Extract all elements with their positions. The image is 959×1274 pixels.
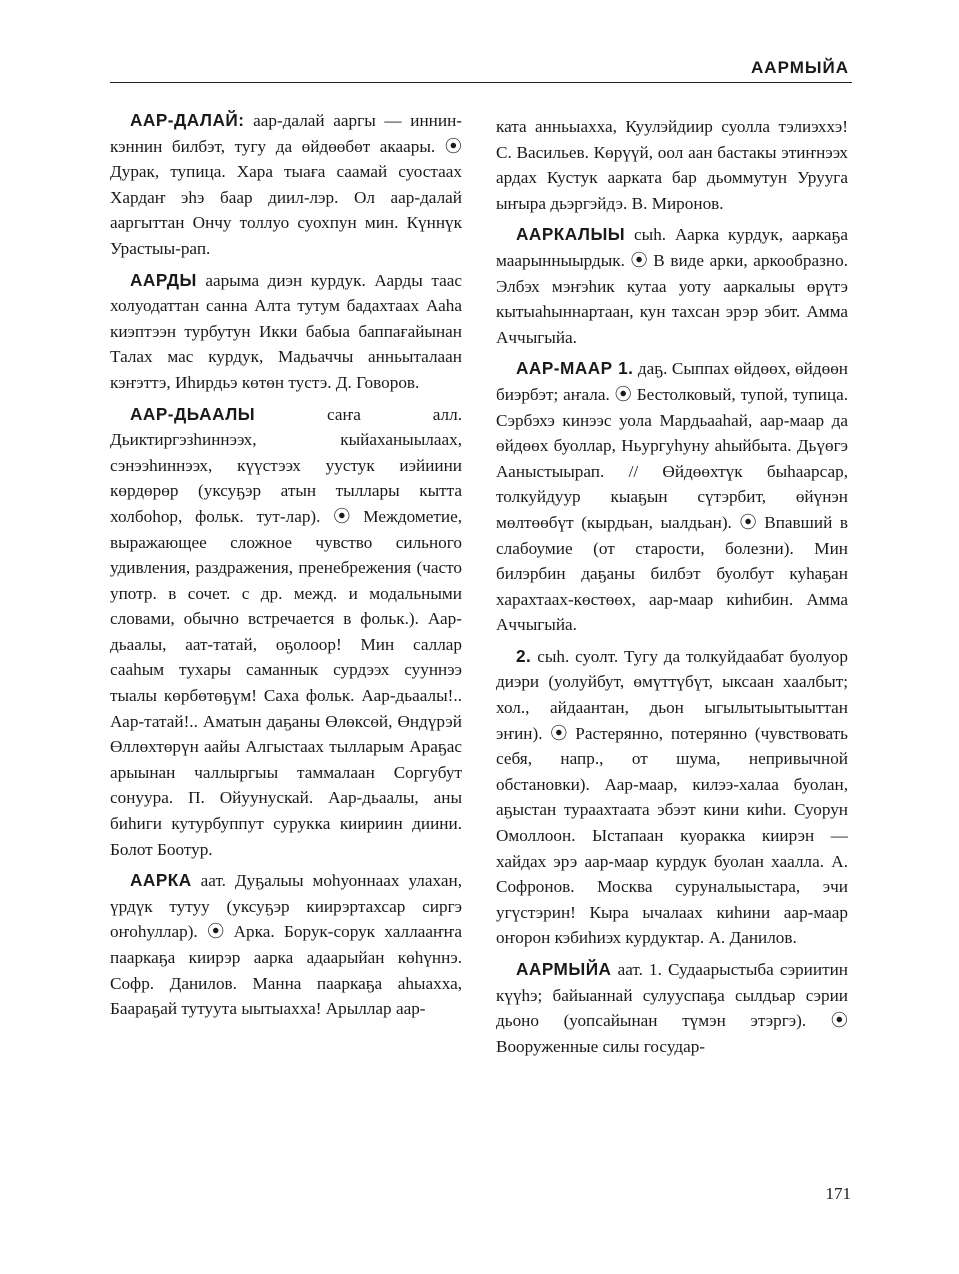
entry-aar-dalai [110,108,462,262]
entry-body: даҕ. Сыппах өйдөөх, өйдөөн биэрбэт; аҥала. ⦿ Бестолковый, тупой, тупица. Сэрбэхэ кинээс уола Мардьааһай, аар-маар да өйдөөх буоллар, Ньургуһуну аһыйбыта. Дьүөгэ Ааныстыырап. // Өйдөөхтүк быһаарсар, толкуйдуур кыаҕын сүтэрбит, өйүнэн мөлтөөбүт (кырдьан, ыалдьан). ⦿ Впавший в слабоумие (от старости, болезни). Мин билэрбин даҕаны билбэт буолбут куһаҕан харахтаах-көстөөх, аар-маар киһибин. Амма Аччыгыйа. [496,359,848,635]
entry-body: аар-далай ааргы — иннин-кэннин билбэт, тугу да өйдөөбөт акаары. ⦿ Дурак, тупица. Хара тыаға саамай суостаах Хардаҥ эһэ баар диил-лэр. Ол аар-далай ааргыттан Ончу толлуо суохпун мин. Күннүк Урастыы-рап. [110,111,462,258]
entry-aar-maar-2 [496,644,848,951]
entry-aar-maar-1 [496,356,848,638]
headword: ААРМЫЙА [516,959,612,979]
entry-aarka-continued [496,114,848,216]
entry-body: аат. 1. Судаарыстыба сэриитин күүһэ; байыаннай сулууспаҕа сылдьар сэрии дьоно (уопсайынан түмэн этэргэ). ⦿ Вооруженные силы государ- [496,960,848,1056]
entry-body: аат. Дуҕалыы моһуоннаах улахан, үрдүк тутуу (уксуҕэр киирэртахсар сиргэ оҥоһуллар). ⦿ Арка. Борук-сорук халлааҥҥа пааркаҕа киирэр аарка адаарыйан көһүннэ. Софр. Данилов. Манна пааркаҕа аһыахха, Баараҕай тутуута ыытыахха! Арыллар аар- [110,871,462,1019]
running-head: ААРМЫЙА [751,58,849,77]
headword: ААРКА [130,870,192,891]
headword: ААР-ДЬААЛЫ [130,403,256,424]
right-column [496,114,848,1065]
entry-body: сыһ. суолт. Тугу да толкуйдаабат буолуор диэри (уолуйбут, өмүттүбүт, ыксаан хаалбыт; хол., айдаантан, дьон ыгылытыытыыттан эҥин). ⦿ Растерянно, потерянно (чувствовать себя, напр., от шума, непривычной обстановки). Аар-маар, килээ-халаа буолан, аҕыстан тураахтаата эбээт кини киһи. Суорун Омоллоон. Ыстапаан куоракка киирэн — хайдах эрэ аар-маар курдук буолан хаалла. А. Софронов. Москва суруналыыстара, эчи угүстэрин! Кыра ычалаах киһини аар-маар оҥорон кэбиһиэх курдуктар. А. Данилов. [496,646,848,948]
page-number: 171 [825,1184,851,1203]
entry-body: сыһ. Аарка курдук, ааркаҕа маарынныырдык. ⦿ В виде арки, аркообразно. Элбэх мэҥэһик кутаа уоту ааркалыы өрүтэ кытыаһыннартаан, кун тахсан эрэр эбит. Амма Аччыгыйа. [496,225,848,347]
headword: ААР-МААР 1. [516,358,634,379]
entry-body: саҥа алл. Дьиктиргэзһиннээх, кыйаханыылаах, сэнээһиннээх, күүстээх уустук иэйиини көрдөрөр (уксуҕэр атын тыллары кытта холбоһор, фольк. тут-лар). ⦿ Междометие, выражающее сложное чувство сильного удивления, раздражения, пренебрежения (часто употр. в сочет. с др. межд. и модальными словами, обычно встречается в фольк.). Аар-дьаалы, аат-татай, оҕолоор! Мин саллар сааһым тухары саманнык сурдээх сууннээ тыалы көрбөтөҕүм! Саха фольк. Аар-дьаалы!.. Аар-татай!.. Аматын даҕаны Өлөксөй, Өндүрэй Өллөхтөрүн аайы Алгыстаах тылларым Араҕас арыынан чаллыргыы таммалаан Соргубут сонуура. П. Ойуунускай. Аар-дьаалы, аны биһиги кутурбуппут суруккa киириин диини. Болот Боотур. [110,404,462,859]
entry-aarkalyy [496,222,848,350]
entry-aardy [110,268,462,396]
entry-aar-dyaaly [110,402,462,863]
sense-number: 2. [516,645,532,666]
headword: ААРДЫ [130,269,197,290]
entry-body: ката анньыахха, Куулэйдиир суолла тэлиэххэ! С. Васильев. Көрүүй, оол аан бастакы этиҥнээх ардах Кустук аарката бар дьоммутун Урууга ыҥыра дьэргэйдэ. В. Миронов. [496,117,848,213]
entry-aarmyya [496,957,848,1059]
header-rule [110,82,852,83]
headword: ААРКАЛЫЫ [516,224,626,245]
left-column [110,108,462,1028]
headword: ААР-ДАЛАЙ: [130,110,245,130]
entry-aarka [110,868,462,1022]
entry-body: аарыма диэн курдук. Аарды таас холуодаттан санна Алта тутум бадахтаах Ааһа киэптээн турбутун Икки бабыа баппағайынан Талах мас курдук, Мадьаччы анньыталаан кэҥэттэ, Иһирдьэ көтөн тустэ. Д. Говоров. [110,270,462,392]
